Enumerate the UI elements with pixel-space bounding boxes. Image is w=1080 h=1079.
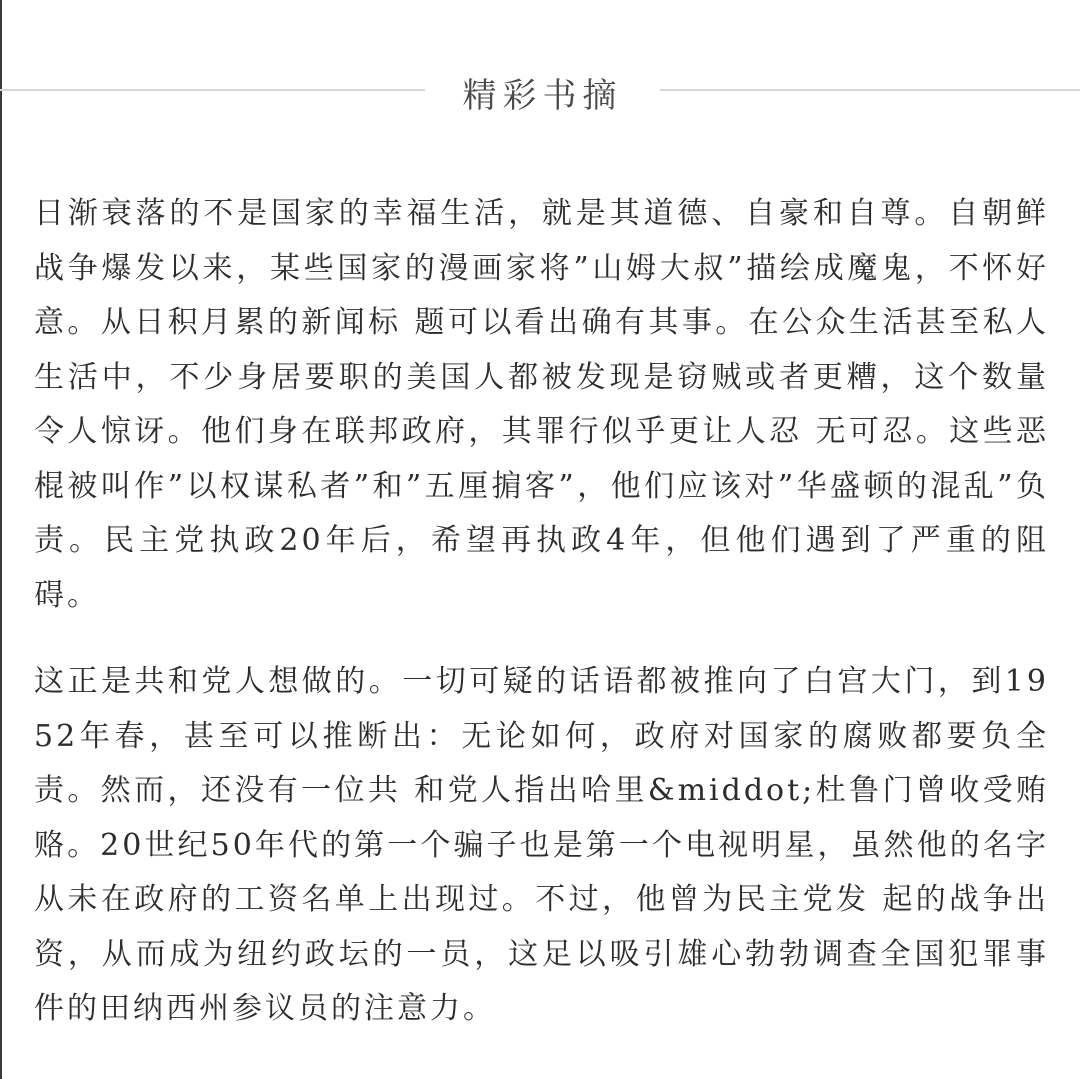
left-border-rule bbox=[0, 0, 2, 1079]
excerpt-paragraph-1: 日渐衰落的不是国家的幸福生活，就是其道德、自豪和自尊。自朝鲜战争爆发以来，某些国家的漫画家将”山姆大叔”描绘成魔鬼，不怀好意。从日积月累的新闻标 题可以看出确有其事。在公众生活甚至私人生活中，不少身居要职的美国人都被发现是窃贼或者更糟，这个数量令人惊讶。他们身在联邦政府，其罪行似乎更让人忍 无可忍。这些恶棍被叫作”以权谋私者”和”五厘掮客”，他们应该对”华盛顿的混乱”负责。民主党执政20年后，希望再执政4年，但他们遇到了严重的阻碍。 bbox=[34, 196, 1049, 613]
section-header bbox=[0, 60, 1080, 120]
header-divider-right bbox=[660, 89, 1080, 91]
excerpt-paragraph-2: 这正是共和党人想做的。一切可疑的话语都被推向了白宫大门，到1952年春，甚至可以推断出：无论如何，政府对国家的腐败都要负全责。然而，还没有一位共 和党人指出哈里&middot;杜鲁门曾收受贿赂。20世纪50年代的第一个骗子也是第一个电视明星，虽然他的名字从未在政府的工资名单上出现过。不过，他曾为民主党发 起的战争出资，从而成为纽约政坛的一员，这足以吸引雄心勃勃调查全国犯罪事件的田纳西州参议员的注意力。 bbox=[34, 664, 1049, 1026]
section-title: 精彩书摘 bbox=[462, 76, 623, 116]
header-divider-left bbox=[0, 89, 425, 91]
excerpt-body bbox=[34, 187, 1049, 1037]
